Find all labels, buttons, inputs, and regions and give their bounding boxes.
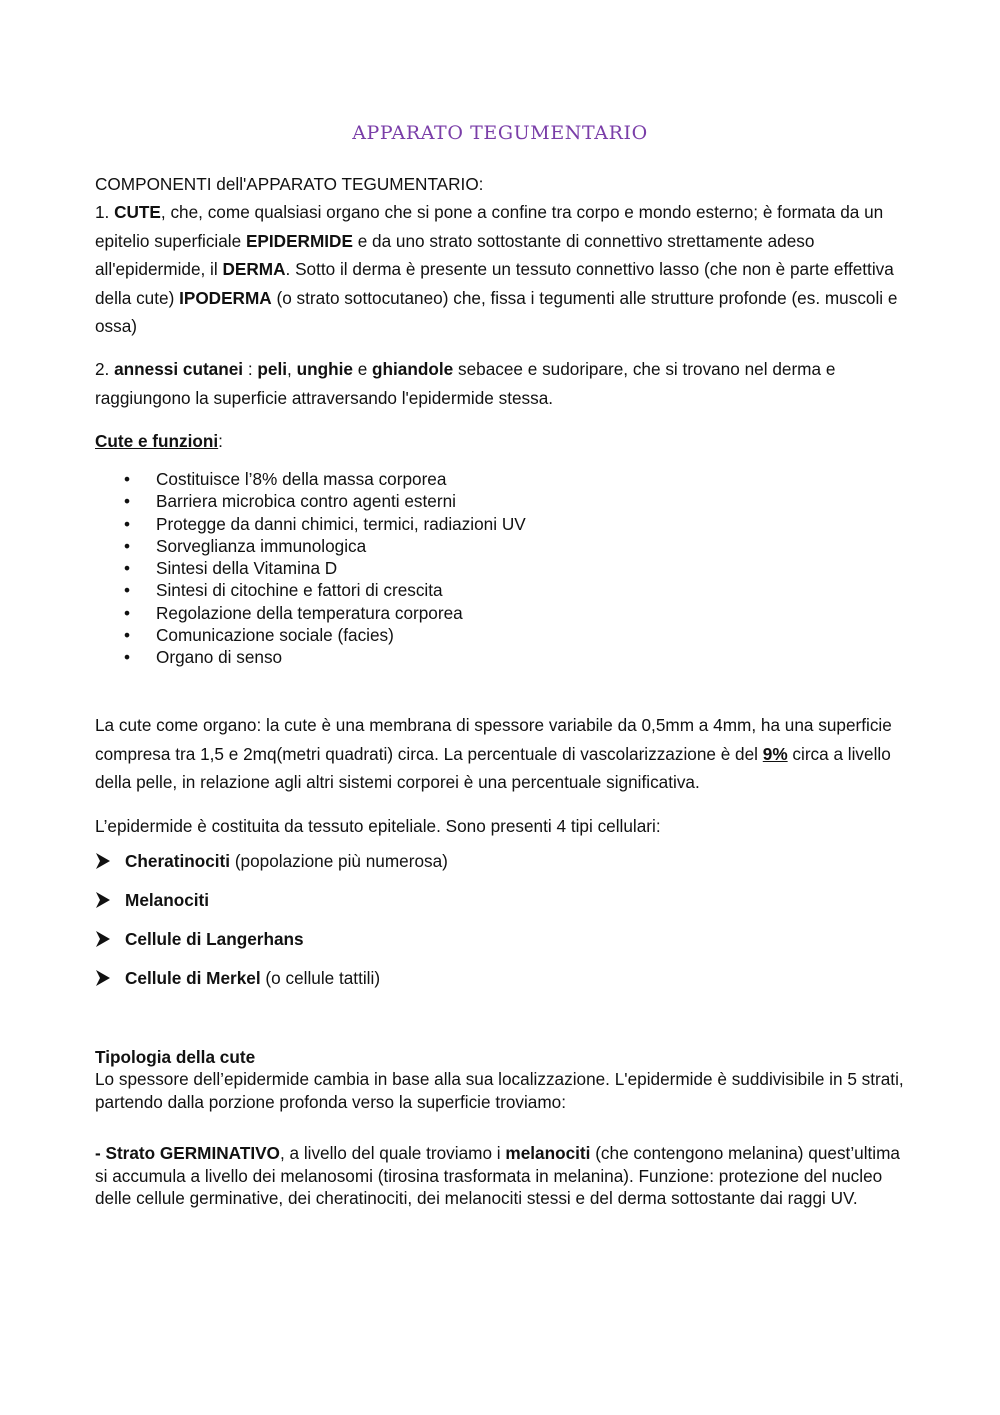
cell-type-name: Cellule di Langerhans	[125, 929, 304, 949]
functions-heading-line	[95, 427, 910, 456]
components-heading: COMPONENTI dell'APPARATO TEGUMENTARIO:	[95, 174, 484, 194]
arrowhead-bullet-icon	[95, 968, 111, 988]
term-strato-germinativo: - Strato GERMINATIVO	[95, 1143, 280, 1163]
types-paragraph: Lo spessore dell’epidermide cambia in base alla sua localizzazione. L'epidermide è suddivisibile in 5 strati, partendo dalla porzione profonda verso la superficie troviamo:	[95, 1069, 904, 1112]
list-item-text: Protegge da danni chimici, termici, radiazioni UV	[156, 513, 526, 534]
arrowhead-bullet-icon	[95, 851, 111, 871]
text-segment: , che, come qualsiasi organo che si pone a confine tra corpo e mondo esterno; è formata da un epitelio superficiale	[95, 202, 884, 251]
bullet-icon: •	[124, 647, 131, 668]
text-segment: , a livello del quale troviamo i	[279, 1143, 506, 1163]
cell-type-name: Melanociti	[125, 890, 210, 910]
list-item-text: Costituisce l’8% della massa corporea	[156, 469, 447, 489]
list-item	[95, 579, 910, 601]
term-cute: CUTE	[114, 202, 161, 222]
list-item-text: Regolazione della temperatura corporea	[156, 602, 463, 623]
functions-heading: Cute e funzioni	[95, 431, 219, 451]
cell-type-name: Cellule di Merkel	[125, 968, 261, 988]
list-item	[95, 490, 910, 512]
list-item	[95, 624, 910, 646]
cell-type-text	[125, 929, 304, 950]
text-segment: circa a livello della pelle, in relazione agli altri sistemi corporei è una percentuale significativa.	[95, 743, 891, 793]
cell-type-note: (popolazione più numerosa)	[230, 851, 448, 871]
list-item	[95, 557, 910, 579]
heading-colon: :	[218, 431, 223, 451]
bullet-icon: •	[124, 580, 131, 601]
epidermis-intro: L’epidermide è costituita da tessuto epiteliale. Sono presenti 4 tipi cellulari:	[95, 816, 661, 836]
types-heading: Tipologia della cute	[95, 1047, 256, 1067]
cell-type-text	[125, 968, 380, 989]
term-annessi-cutanei: annessi cutanei	[114, 359, 244, 379]
text-segment: :	[243, 359, 258, 379]
list-item-text: Comunicazione sociale (facies)	[156, 625, 394, 646]
paragraph-cute	[95, 198, 910, 341]
text-segment: 2.	[95, 359, 115, 379]
list-item	[95, 646, 910, 668]
types-heading-block	[95, 1046, 910, 1069]
list-item	[95, 513, 910, 535]
text-segment: . Sotto il derma è presente un tessuto connettivo lasso (che non è parte effettiva della cute)	[95, 259, 894, 308]
bullet-icon: •	[124, 558, 131, 579]
text-segment: ,	[287, 359, 297, 379]
list-item-text: Sintesi di citochine e fattori di crescita	[156, 580, 443, 601]
term-ipoderma: IPODERMA	[179, 287, 272, 308]
bullet-icon: •	[124, 625, 131, 646]
text-segment: e	[352, 359, 373, 379]
arrowhead-bullet-icon	[95, 929, 111, 949]
vascular-percentage: 9%	[762, 743, 788, 764]
cell-type-name: Cheratinociti	[125, 851, 231, 871]
bullet-icon: •	[124, 491, 131, 512]
bullet-icon: •	[124, 513, 131, 534]
term-derma: DERMA	[222, 259, 286, 280]
list-item	[95, 535, 910, 557]
text-segment: La cute come organo: la cute è una membrana di spessore variabile da 0,5mm a 4mm, ha una superficie compresa tra 1,5 e 2mq(metri quadrati) circa. La percentuale di vascolarizzazione è del	[95, 715, 892, 764]
term-epidermide: EPIDERMIDE	[245, 230, 353, 251]
list-item	[95, 602, 910, 624]
bullet-icon: •	[124, 602, 131, 623]
functions-list-wrapper	[95, 468, 910, 669]
list-item-text: Organo di senso	[156, 647, 283, 668]
bullet-icon: •	[124, 469, 131, 489]
cell-type-text	[125, 851, 448, 872]
arrowhead-bullet-icon	[95, 890, 111, 910]
text-segment: (che contengono melanina) quest’ultima si accumula a livello dei melanosomi (tirosina trasformata in melanina). Funzione: protezione del nucleo delle cellule germinative, dei cheratinociti, dei melanociti stessi e del derma sottostante dai raggi UV.	[95, 1143, 900, 1208]
paragraph-annessi	[95, 355, 910, 412]
germinative-paragraph	[95, 1142, 910, 1210]
text-segment: (o strato sottocutaneo) che, fissa i tegumenti alle strutture profonde (es. muscoli e ossa)	[95, 287, 898, 337]
term-ghiandole: ghiandole	[372, 359, 454, 379]
list-item	[95, 468, 910, 490]
list-item-text: Sorveglianza immunologica	[156, 535, 367, 556]
cell-type-text	[125, 890, 209, 911]
text-segment: 1.	[95, 202, 115, 222]
term-melanociti: melanociti	[505, 1143, 591, 1163]
term-unghie: unghie	[296, 359, 353, 379]
functions-list	[95, 468, 910, 669]
paragraph-organ	[95, 711, 910, 797]
bullet-icon: •	[124, 535, 131, 556]
text-segment: e da uno strato sottostante di connettivo strettamente adeso all'epidermide, il	[95, 230, 815, 280]
text-segment: sebacee e sudoripare, che si trovano nel derma e raggiungono la superficie attraversando l'epidermide stessa.	[95, 359, 836, 408]
term-peli: peli	[257, 359, 288, 379]
list-item-text: Barriera microbica contro agenti esterni	[156, 491, 456, 512]
list-item-text: Sintesi della Vitamina D	[156, 558, 338, 579]
cell-type-note: (o cellule tattili)	[260, 968, 381, 988]
page-title: APPARATO TEGUMENTARIO	[352, 122, 648, 144]
